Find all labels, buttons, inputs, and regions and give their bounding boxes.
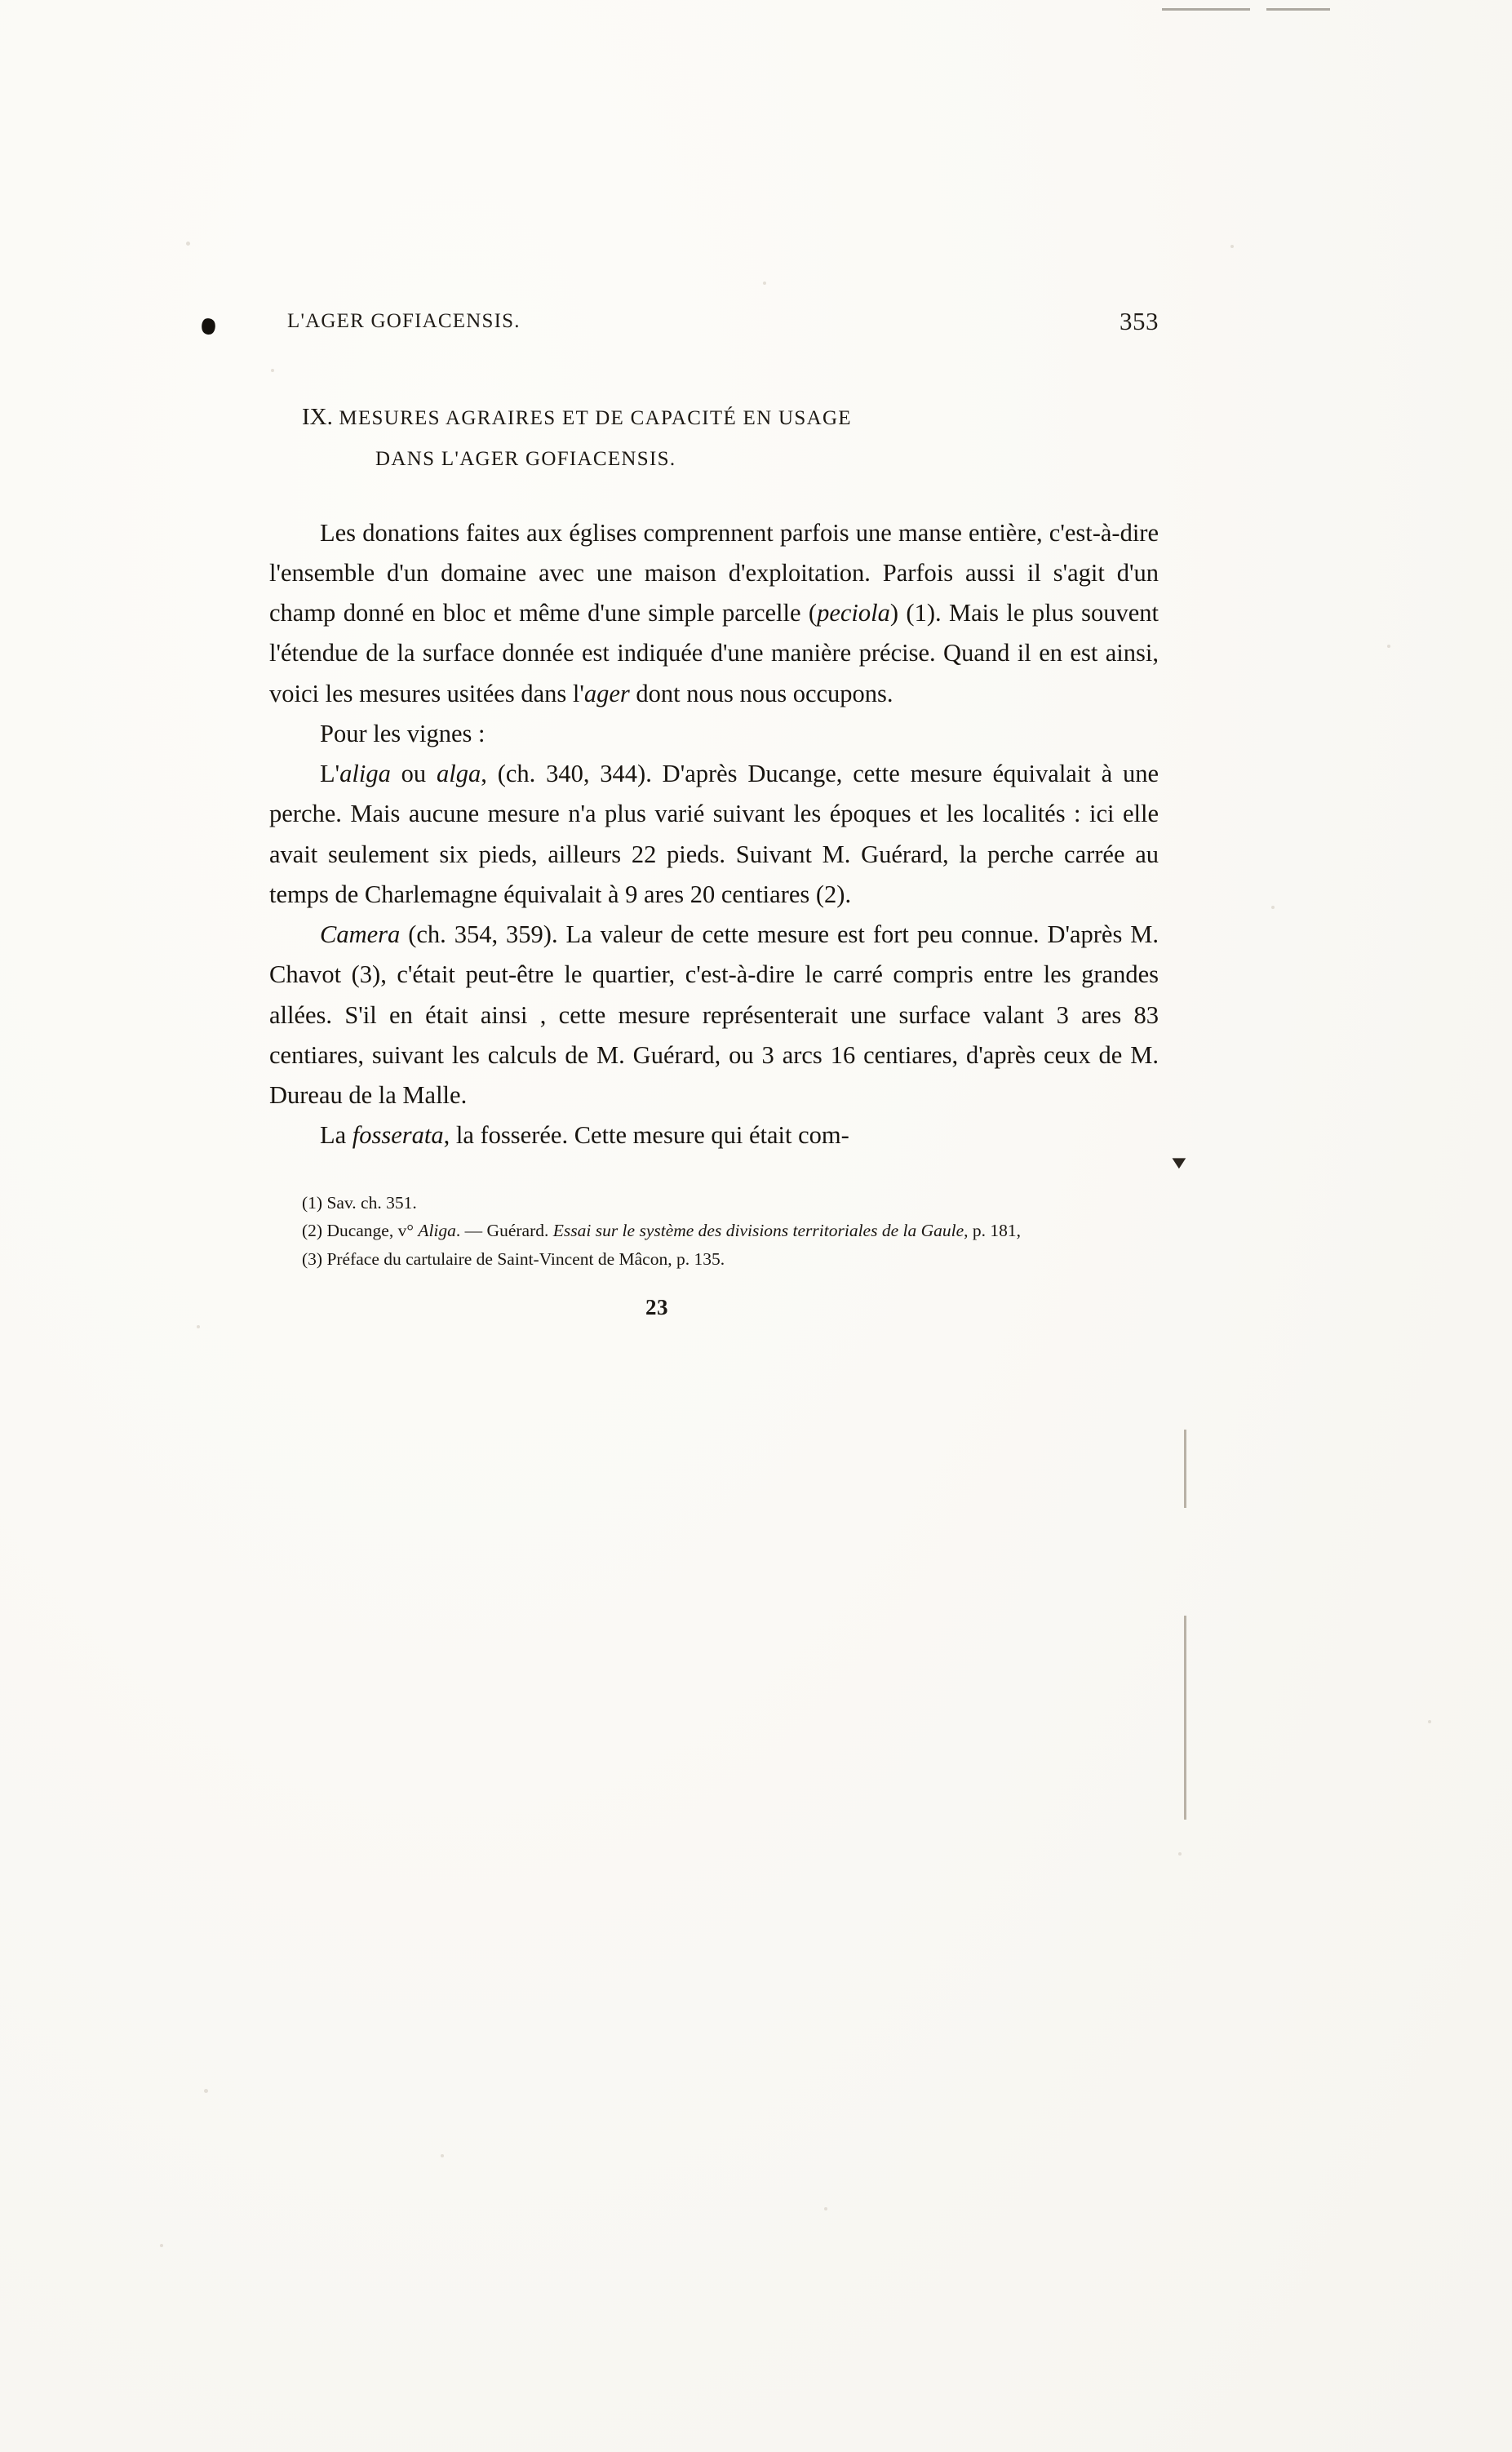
- page-number: 353: [1120, 307, 1159, 335]
- section-heading-text-1: MESURES AGRAIRES ET DE CAPACITÉ EN USAGE: [339, 407, 852, 429]
- scan-speck: [441, 2154, 444, 2157]
- footnotes: [269, 1189, 1159, 1274]
- edge-mark-right: [1266, 8, 1330, 11]
- p1-part-c: dont nous nous occupons.: [629, 679, 893, 707]
- signature-mark: 23: [645, 1295, 668, 1320]
- paragraph-4: [269, 915, 1159, 1115]
- scan-speck: [824, 2207, 827, 2210]
- running-title: L'AGER GOFIACENSIS.: [287, 310, 521, 332]
- p4-part-b: (ch. 354, 359). La valeur de cette mesure est fort peu connue. D'après M. Chavot (3), c'était peut-être le quartier, c'est-à-dire le carré compris entre les grandes allées. S'il en était ainsi , cette mesure représenterait une surface valant 3 ares 83 centiares, suivant les calculs de M. Guérard, ou 3 arcs 16 centiares, d'après ceux de M. Dureau de la Malle.: [269, 920, 1159, 1110]
- section-heading: [269, 395, 1159, 479]
- p3-term-aliga: aliga: [339, 760, 391, 788]
- footnote-2-term-aliga: Aliga: [418, 1221, 456, 1241]
- p5-part-a: La: [320, 1121, 353, 1150]
- p1-part-a: Les donations faites aux églises comprennent parfois une manse entière, c'est-à-dire l'ensemble d'un domaine avec une maison d'exploitation. Parfois aussi il s'agit d'un champ donné en bloc et même d'une simple parcelle (: [269, 518, 1159, 627]
- paragraph-3: [269, 754, 1159, 915]
- footnote-2-part-b: . — Guérard.: [455, 1221, 553, 1241]
- scan-speck: [186, 242, 190, 246]
- footnote-2-part-a: (2) Ducange, v°: [302, 1221, 419, 1241]
- paragraph-1: [269, 513, 1159, 714]
- footnote-1: (1) Sav. ch. 351.: [302, 1192, 417, 1213]
- p1-term-ager: ager: [583, 679, 630, 707]
- scan-speck: [160, 2244, 163, 2247]
- p3-part-c: , (ch. 340, 344). D'après Ducange, cette mesure équivalait à une perche. Mais aucune mesure n'a plus varié suivant les époques et les localités : ici elle avait seulement six pieds, ailleurs 22 pieds. Suivant M. Guérard, la perche carrée au temps de Charlemagne équivalait à 9 ares 20 centiares (2).: [269, 760, 1159, 908]
- page-content: [269, 307, 1159, 1320]
- scan-speck: [197, 1325, 200, 1328]
- p5-term-fosserata: fosserata: [352, 1121, 444, 1150]
- p1-term-peciola: peciola: [817, 599, 890, 627]
- body-text: [269, 513, 1159, 1156]
- margin-rule-lower: [1184, 1616, 1186, 1820]
- p5-part-b: , la fosserée. Cette mesure qui était com-: [443, 1121, 849, 1150]
- margin-rule-upper: [1184, 1430, 1186, 1508]
- section-numeral: IX.: [302, 404, 333, 430]
- footnote-3: (3) Préface du cartulaire de Saint-Vincent de Mâcon, p. 135.: [302, 1249, 725, 1270]
- scan-speck: [1230, 245, 1234, 248]
- footnote-2-part-c: , p. 181,: [964, 1221, 1022, 1241]
- p3-part-a: L': [320, 760, 340, 788]
- scan-speck: [1428, 1720, 1431, 1723]
- scan-speck: [1178, 1852, 1182, 1856]
- margin-arrow-mark: ▼: [1167, 1152, 1191, 1173]
- footnote-2: [269, 1217, 1159, 1245]
- p3-term-alga: alga: [437, 760, 481, 788]
- scan-speck: [1271, 906, 1275, 909]
- footnote-2-title: Essai sur le système des divisions territoriales de la Gaule: [552, 1221, 964, 1241]
- scan-speck: [763, 282, 766, 285]
- section-heading-line-1: [302, 395, 1159, 440]
- p3-part-b: ou: [390, 760, 437, 788]
- p1-part-b: ) (1). Mais le plus souvent l'étendue de la surface donnée est indiquée d'une manière précise. Quand il en est ainsi, voici les mesures usitées dans l': [269, 599, 1159, 707]
- edge-mark-left: [1162, 8, 1250, 11]
- section-heading-line-2: DANS L'AGER GOFIACENSIS.: [375, 448, 676, 471]
- p4-term-camera: Camera: [320, 920, 401, 949]
- scan-speck: [204, 2089, 208, 2093]
- scan-speck: [1387, 645, 1390, 648]
- paragraph-5: [269, 1115, 1159, 1155]
- paragraph-2: Pour les vignes :: [320, 719, 486, 747]
- running-head: [269, 307, 1159, 346]
